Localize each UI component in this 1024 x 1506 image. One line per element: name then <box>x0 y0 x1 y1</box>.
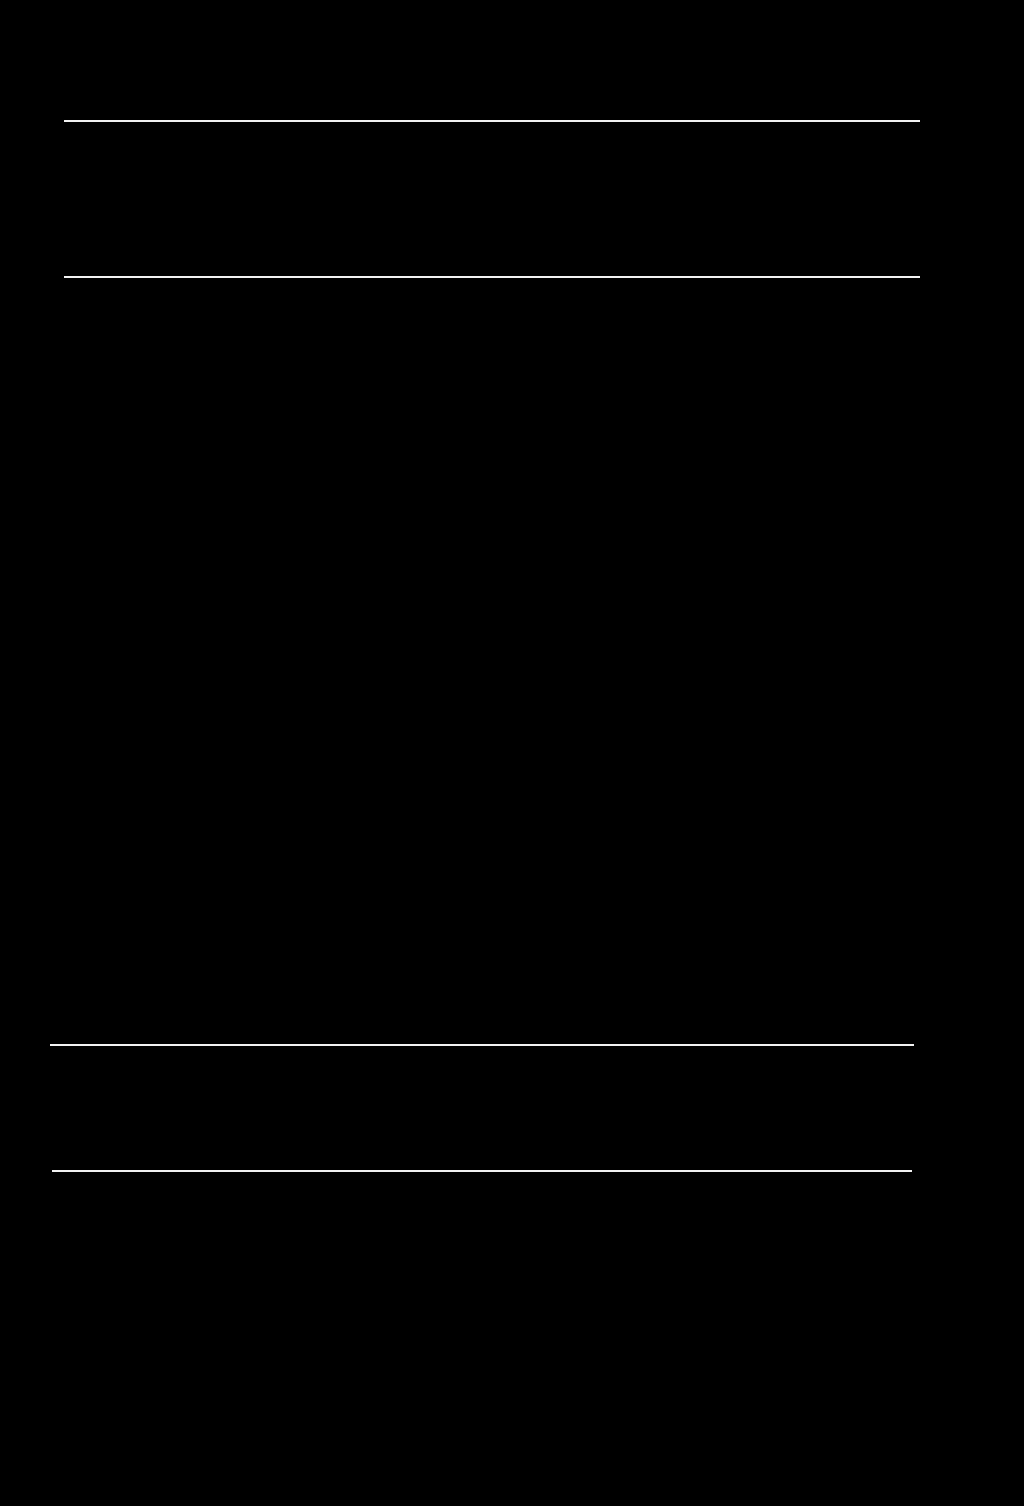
table1-header-rule <box>64 276 920 278</box>
table1-top-rule <box>64 120 920 122</box>
table2-top-rule <box>50 1044 914 1046</box>
table2-header-rule <box>52 1170 912 1172</box>
